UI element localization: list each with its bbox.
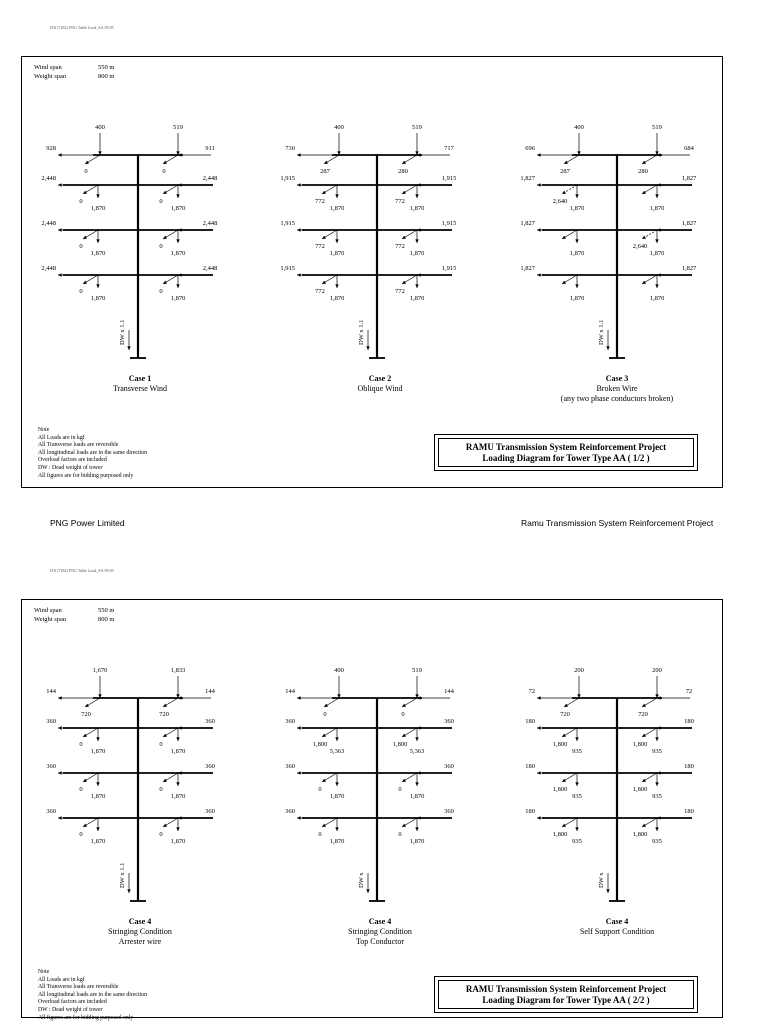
case-subtitle: Broken Wire [596, 384, 638, 393]
vertical-load-label: 935 [572, 793, 582, 800]
transverse-load-label: 1,827 [681, 265, 697, 272]
vertical-load-label: 200 [652, 667, 662, 674]
longitudinal-load-label: 0 [79, 786, 83, 793]
longitudinal-load-label: 0 [159, 288, 163, 295]
case-title: Case 3 [605, 374, 629, 383]
note-line: All Loads are in kgf [38, 976, 85, 983]
vertical-load-label: 1,870 [170, 793, 186, 800]
transverse-load-label: 1,827 [681, 220, 697, 227]
vertical-load-label: 1,870 [329, 838, 345, 845]
longitudinal-load-label: 0 [159, 831, 163, 838]
vertical-load-label: 1,870 [409, 793, 425, 800]
longitudinal-load-label: 0 [162, 168, 166, 175]
transverse-load-label: 360 [444, 763, 454, 770]
longitudinal-load-label: 0 [79, 198, 83, 205]
vertical-load-arrow-head [655, 782, 658, 786]
vertical-load-label: 1,870 [649, 250, 665, 257]
vertical-load-label: 1,870 [170, 838, 186, 845]
case-title: Case 4 [368, 917, 392, 926]
longitudinal-load-label: 0 [84, 168, 88, 175]
longitudinal-load-label: 0 [159, 786, 163, 793]
transverse-load-label: 360 [444, 718, 454, 725]
case-subtitle: Transverse Wind [112, 384, 168, 393]
transverse-load-arrow-head [537, 816, 541, 819]
transverse-load-arrow-head [178, 726, 182, 729]
transverse-load-arrow-head [417, 771, 421, 774]
vertical-load-arrow-head [96, 737, 99, 741]
transverse-load-label: 360 [205, 808, 215, 815]
transverse-load-arrow-head [297, 726, 301, 729]
transverse-load-label: 2,448 [202, 175, 218, 182]
dead-weight-arrow-head [606, 889, 609, 893]
longitudinal-load-label: 0 [79, 831, 83, 838]
transverse-load-label: 144 [285, 688, 295, 695]
longitudinal-load-label: 1,800 [392, 741, 408, 748]
vertical-load-label: 519 [412, 124, 422, 131]
vertical-load-arrow-head [655, 737, 658, 741]
transverse-load-label: 1,827 [681, 175, 697, 182]
vertical-load-label: 400 [334, 124, 344, 131]
dead-weight-label: DW x 1.1 [119, 862, 126, 888]
case-subtitle: Oblique Wind [357, 384, 403, 393]
case-title: Case 1 [128, 374, 152, 383]
vertical-load-label: 1,870 [649, 205, 665, 212]
longitudinal-load-label: 1,800 [312, 741, 328, 748]
vertical-load-arrow-head [96, 827, 99, 831]
note-line: All longitudinal loads are in the same direction [38, 449, 147, 456]
longitudinal-load-label: 287 [320, 168, 330, 175]
case-subtitle: Self Support Condition [579, 927, 655, 936]
vertical-load-label: 1,870 [649, 295, 665, 302]
vertical-load-label: 1,870 [90, 205, 106, 212]
transverse-load-arrow-head [537, 696, 541, 699]
vertical-load-label: 935 [652, 748, 662, 755]
longitudinal-load-label: 0 [318, 786, 322, 793]
vertical-load-arrow-head [655, 827, 658, 831]
dead-weight-label: DW x 1.1 [598, 319, 605, 345]
vertical-load-arrow-head [575, 737, 578, 741]
transverse-load-label: 2,448 [41, 265, 56, 272]
vertical-load-label: 5,363 [329, 748, 345, 755]
vertical-load-label: 5,363 [409, 748, 425, 755]
vertical-load-label: 935 [652, 793, 662, 800]
longitudinal-load-label: 772 [395, 288, 405, 295]
transverse-load-label: 360 [46, 718, 56, 725]
vertical-load-label: 935 [572, 838, 582, 845]
note-line: Overload factors are included [38, 457, 107, 464]
transverse-load-label: 360 [285, 808, 295, 815]
title-line-2: Loading Diagram for Tower Type AA ( 1/2 ) [482, 453, 650, 463]
longitudinal-load-label: 0 [401, 711, 405, 718]
transverse-load-arrow-head [657, 726, 661, 729]
case-label-2-3 [517, 917, 717, 937]
vertical-load-label: 935 [572, 748, 582, 755]
title-line-1: RAMU Transmission System Reinforcement Project [465, 984, 667, 994]
wind-span-label: Wind span [34, 607, 62, 614]
note-line: Overload factors are included [38, 999, 107, 1006]
title-block-2 [434, 976, 698, 1013]
case-title: Case 2 [368, 374, 392, 383]
longitudinal-load-label: 720 [159, 711, 169, 718]
vertical-load-label: 1,833 [170, 667, 186, 674]
transverse-load-label: 1,915 [441, 220, 457, 227]
transverse-load-arrow-head [537, 726, 541, 729]
transverse-load-label: 180 [684, 808, 694, 815]
weight-span-label: Weight span [34, 73, 67, 80]
vertical-load-label: 1,870 [329, 295, 345, 302]
longitudinal-load-label: 772 [395, 198, 405, 205]
transverse-load-label: 2,448 [41, 175, 56, 182]
transverse-load-label: 2,448 [202, 265, 218, 272]
longitudinal-load-label: 1,800 [552, 831, 568, 838]
vertical-load-arrow-head [575, 782, 578, 786]
vertical-load-label: 519 [173, 124, 183, 131]
longitudinal-load-label: 280 [638, 168, 648, 175]
note-line: All figures are for bidding purposed only [38, 472, 134, 479]
transverse-load-arrow-head [297, 696, 301, 699]
vertical-load-label: 1,870 [409, 250, 425, 257]
longitudinal-load-label: 772 [315, 198, 325, 205]
transverse-load-label: 180 [684, 763, 694, 770]
transverse-load-label: 180 [684, 718, 694, 725]
transverse-load-label: 684 [684, 145, 694, 152]
vertical-load-label: 935 [652, 838, 662, 845]
note-line: DW : Dead weight of tower [38, 464, 103, 471]
vertical-load-label: 1,870 [569, 295, 585, 302]
vertical-load-arrow-head [335, 737, 338, 741]
vertical-load-label: 1,870 [90, 250, 106, 257]
transverse-load-label: 1,915 [441, 175, 457, 182]
transverse-load-label: 360 [205, 763, 215, 770]
dead-weight-arrow-head [366, 889, 369, 893]
transverse-load-label: 144 [46, 688, 56, 695]
notes-2 [38, 969, 147, 1022]
vertical-load-label: 1,670 [92, 667, 108, 674]
longitudinal-load-label: 1,800 [552, 786, 568, 793]
case-subtitle: Stringing Condition [348, 927, 412, 936]
note-line: Note [38, 969, 50, 975]
longitudinal-load-label: 0 [323, 711, 327, 718]
longitudinal-load-label: 2,640 [552, 198, 568, 205]
longitudinal-load-label: 0 [79, 288, 83, 295]
vertical-load-arrow-head [176, 827, 179, 831]
vertical-load-arrow-head [415, 782, 418, 786]
case-subtitle: Stringing Condition [108, 927, 172, 936]
longitudinal-load-label: 2,640 [632, 243, 648, 250]
case-label-2-2 [280, 917, 480, 947]
transverse-load-label: 144 [444, 688, 454, 695]
transverse-load-label: 730 [285, 145, 295, 152]
transverse-load-arrow-head [178, 816, 182, 819]
note-line: All figures are for bidding purposed only [38, 1014, 134, 1021]
vertical-load-arrow-head [176, 737, 179, 741]
longitudinal-load-label: 720 [560, 711, 570, 718]
vertical-load-label: 1,870 [329, 793, 345, 800]
transverse-load-label: 2,448 [202, 220, 218, 227]
longitudinal-load-label: 0 [398, 831, 402, 838]
longitudinal-load-label: 0 [318, 831, 322, 838]
longitudinal-load-label: 0 [79, 741, 83, 748]
vertical-load-label: 1,870 [329, 205, 345, 212]
transverse-load-label: 72 [528, 688, 535, 695]
wind-span-value: 550 m [98, 64, 115, 71]
transverse-load-label: 180 [525, 808, 535, 815]
vertical-load-label: 1,870 [90, 295, 106, 302]
weight-span-value: 800 m [98, 616, 115, 623]
dead-weight-label: DW x [598, 872, 605, 888]
vertical-load-label: 519 [652, 124, 662, 131]
transverse-load-label: 360 [444, 808, 454, 815]
transverse-load-arrow-head [178, 771, 182, 774]
transverse-load-label: 928 [46, 145, 56, 152]
longitudinal-load-label: 772 [395, 243, 405, 250]
vertical-load-label: 1,870 [170, 205, 186, 212]
transverse-load-label: 144 [205, 688, 215, 695]
transverse-load-arrow-head [58, 771, 62, 774]
longitudinal-load-label: 0 [159, 198, 163, 205]
vertical-load-label: 1,870 [569, 250, 585, 257]
longitudinal-load-label: 1,800 [632, 741, 648, 748]
weight-span-label: Weight span [34, 616, 67, 623]
note-line: All Transverse loads are reversible [38, 442, 119, 449]
transverse-load-arrow-head [537, 771, 541, 774]
transverse-load-label: 360 [46, 808, 56, 815]
transverse-load-arrow-head [657, 816, 661, 819]
transverse-load-label: 72 [685, 688, 693, 695]
vertical-load-label: 1,870 [329, 250, 345, 257]
note-line: All Transverse loads are reversible [38, 984, 119, 991]
case-subtitle-2: Arrester wire [118, 937, 162, 946]
transverse-load-label: 717 [444, 145, 454, 152]
transverse-load-label: 1,827 [520, 220, 535, 227]
transverse-load-label: 1,915 [280, 265, 295, 272]
transverse-load-label: 360 [46, 763, 56, 770]
vertical-load-arrow-head [335, 827, 338, 831]
vertical-load-label: 1,870 [170, 250, 186, 257]
case-label-2-1 [40, 917, 240, 947]
transverse-load-label: 1,827 [520, 265, 535, 272]
title-line-1: RAMU Transmission System Reinforcement Project [465, 442, 667, 452]
longitudinal-load-label: 287 [560, 168, 570, 175]
vertical-load-label: 1,870 [409, 838, 425, 845]
transverse-load-arrow-head [657, 771, 661, 774]
weight-span-value: 800 m [98, 73, 115, 80]
vertical-load-label: 200 [574, 667, 584, 674]
vertical-load-label: 400 [574, 124, 584, 131]
transverse-load-arrow-head [58, 726, 62, 729]
case-title: Case 4 [605, 917, 629, 926]
dead-weight-label: DW x 1.1 [119, 319, 126, 345]
note-line: All Loads are in kgf [38, 434, 85, 441]
transverse-load-label: 1,915 [280, 175, 295, 182]
dead-weight-arrow-head [127, 889, 130, 893]
longitudinal-load-label: 0 [159, 741, 163, 748]
transverse-load-label: 696 [525, 145, 535, 152]
transverse-load-label: 180 [525, 718, 535, 725]
case-subtitle-2: (any two phase conductors broken) [560, 394, 674, 403]
note-line: DW : Dead weight of tower [38, 1006, 103, 1013]
transverse-load-arrow-head [417, 816, 421, 819]
longitudinal-load-label: 280 [398, 168, 408, 175]
title-line-2: Loading Diagram for Tower Type AA ( 2/2 ) [482, 995, 650, 1005]
longitudinal-load-label: 772 [315, 288, 325, 295]
longitudinal-load-label: 772 [315, 243, 325, 250]
vertical-load-arrow-head [96, 782, 99, 786]
transverse-load-label: 1,915 [280, 220, 295, 227]
longitudinal-load-label: 0 [398, 786, 402, 793]
file-reference: D/S (7282) PNG Table Load_AA.99.05 [50, 25, 114, 30]
vertical-load-label: 1,870 [90, 838, 106, 845]
transverse-load-label: 911 [205, 145, 215, 152]
longitudinal-load-label: 0 [159, 243, 163, 250]
transverse-load-arrow-head [297, 771, 301, 774]
footer-right: Ramu Transmission System Reinforcement Project [521, 518, 714, 528]
transverse-load-label: 360 [205, 718, 215, 725]
longitudinal-load-label: 0 [79, 243, 83, 250]
dead-weight-label: DW x [358, 872, 365, 888]
transverse-load-label: 1,915 [441, 265, 457, 272]
vertical-load-arrow-head [176, 782, 179, 786]
vertical-load-label: 1,870 [409, 205, 425, 212]
vertical-load-arrow-head [575, 827, 578, 831]
case-title: Case 4 [128, 917, 152, 926]
note-line: Note [38, 427, 50, 433]
vertical-load-arrow-head [415, 827, 418, 831]
longitudinal-load-label: 720 [81, 711, 91, 718]
vertical-load-label: 1,870 [409, 295, 425, 302]
transverse-load-arrow-head [58, 696, 62, 699]
vertical-load-label: 400 [95, 124, 105, 131]
wind-span-value: 550 m [98, 607, 115, 614]
note-line: All longitudinal loads are in the same direction [38, 991, 147, 998]
vertical-load-arrow-head [415, 737, 418, 741]
longitudinal-load-label: 720 [638, 711, 648, 718]
wind-span-label: Wind span [34, 64, 62, 71]
transverse-load-label: 1,827 [520, 175, 535, 182]
vertical-load-label: 1,870 [90, 793, 106, 800]
vertical-load-label: 1,870 [569, 205, 585, 212]
case-subtitle-2: Top Conductor [355, 937, 405, 946]
vertical-load-label: 1,870 [170, 295, 186, 302]
dead-weight-label: DW x 1.1 [358, 319, 365, 345]
transverse-load-label: 2,448 [41, 220, 56, 227]
vertical-load-label: 400 [334, 667, 344, 674]
transverse-load-label: 360 [285, 763, 295, 770]
transverse-load-arrow-head [297, 816, 301, 819]
vertical-load-arrow-head [335, 782, 338, 786]
longitudinal-load-label: 1,800 [632, 831, 648, 838]
longitudinal-load-label: 1,800 [552, 741, 568, 748]
vertical-load-label: 519 [412, 667, 422, 674]
transverse-load-arrow-head [417, 726, 421, 729]
vertical-load-label: 1,870 [90, 748, 106, 755]
file-reference: D/S (7282) PNG Table Load_AA.99.05 [50, 568, 114, 573]
transverse-load-label: 180 [525, 763, 535, 770]
transverse-load-arrow-head [58, 816, 62, 819]
footer-left: PNG Power Limited [50, 518, 125, 528]
vertical-load-label: 1,870 [170, 748, 186, 755]
transverse-load-label: 360 [285, 718, 295, 725]
longitudinal-load-label: 1,800 [632, 786, 648, 793]
